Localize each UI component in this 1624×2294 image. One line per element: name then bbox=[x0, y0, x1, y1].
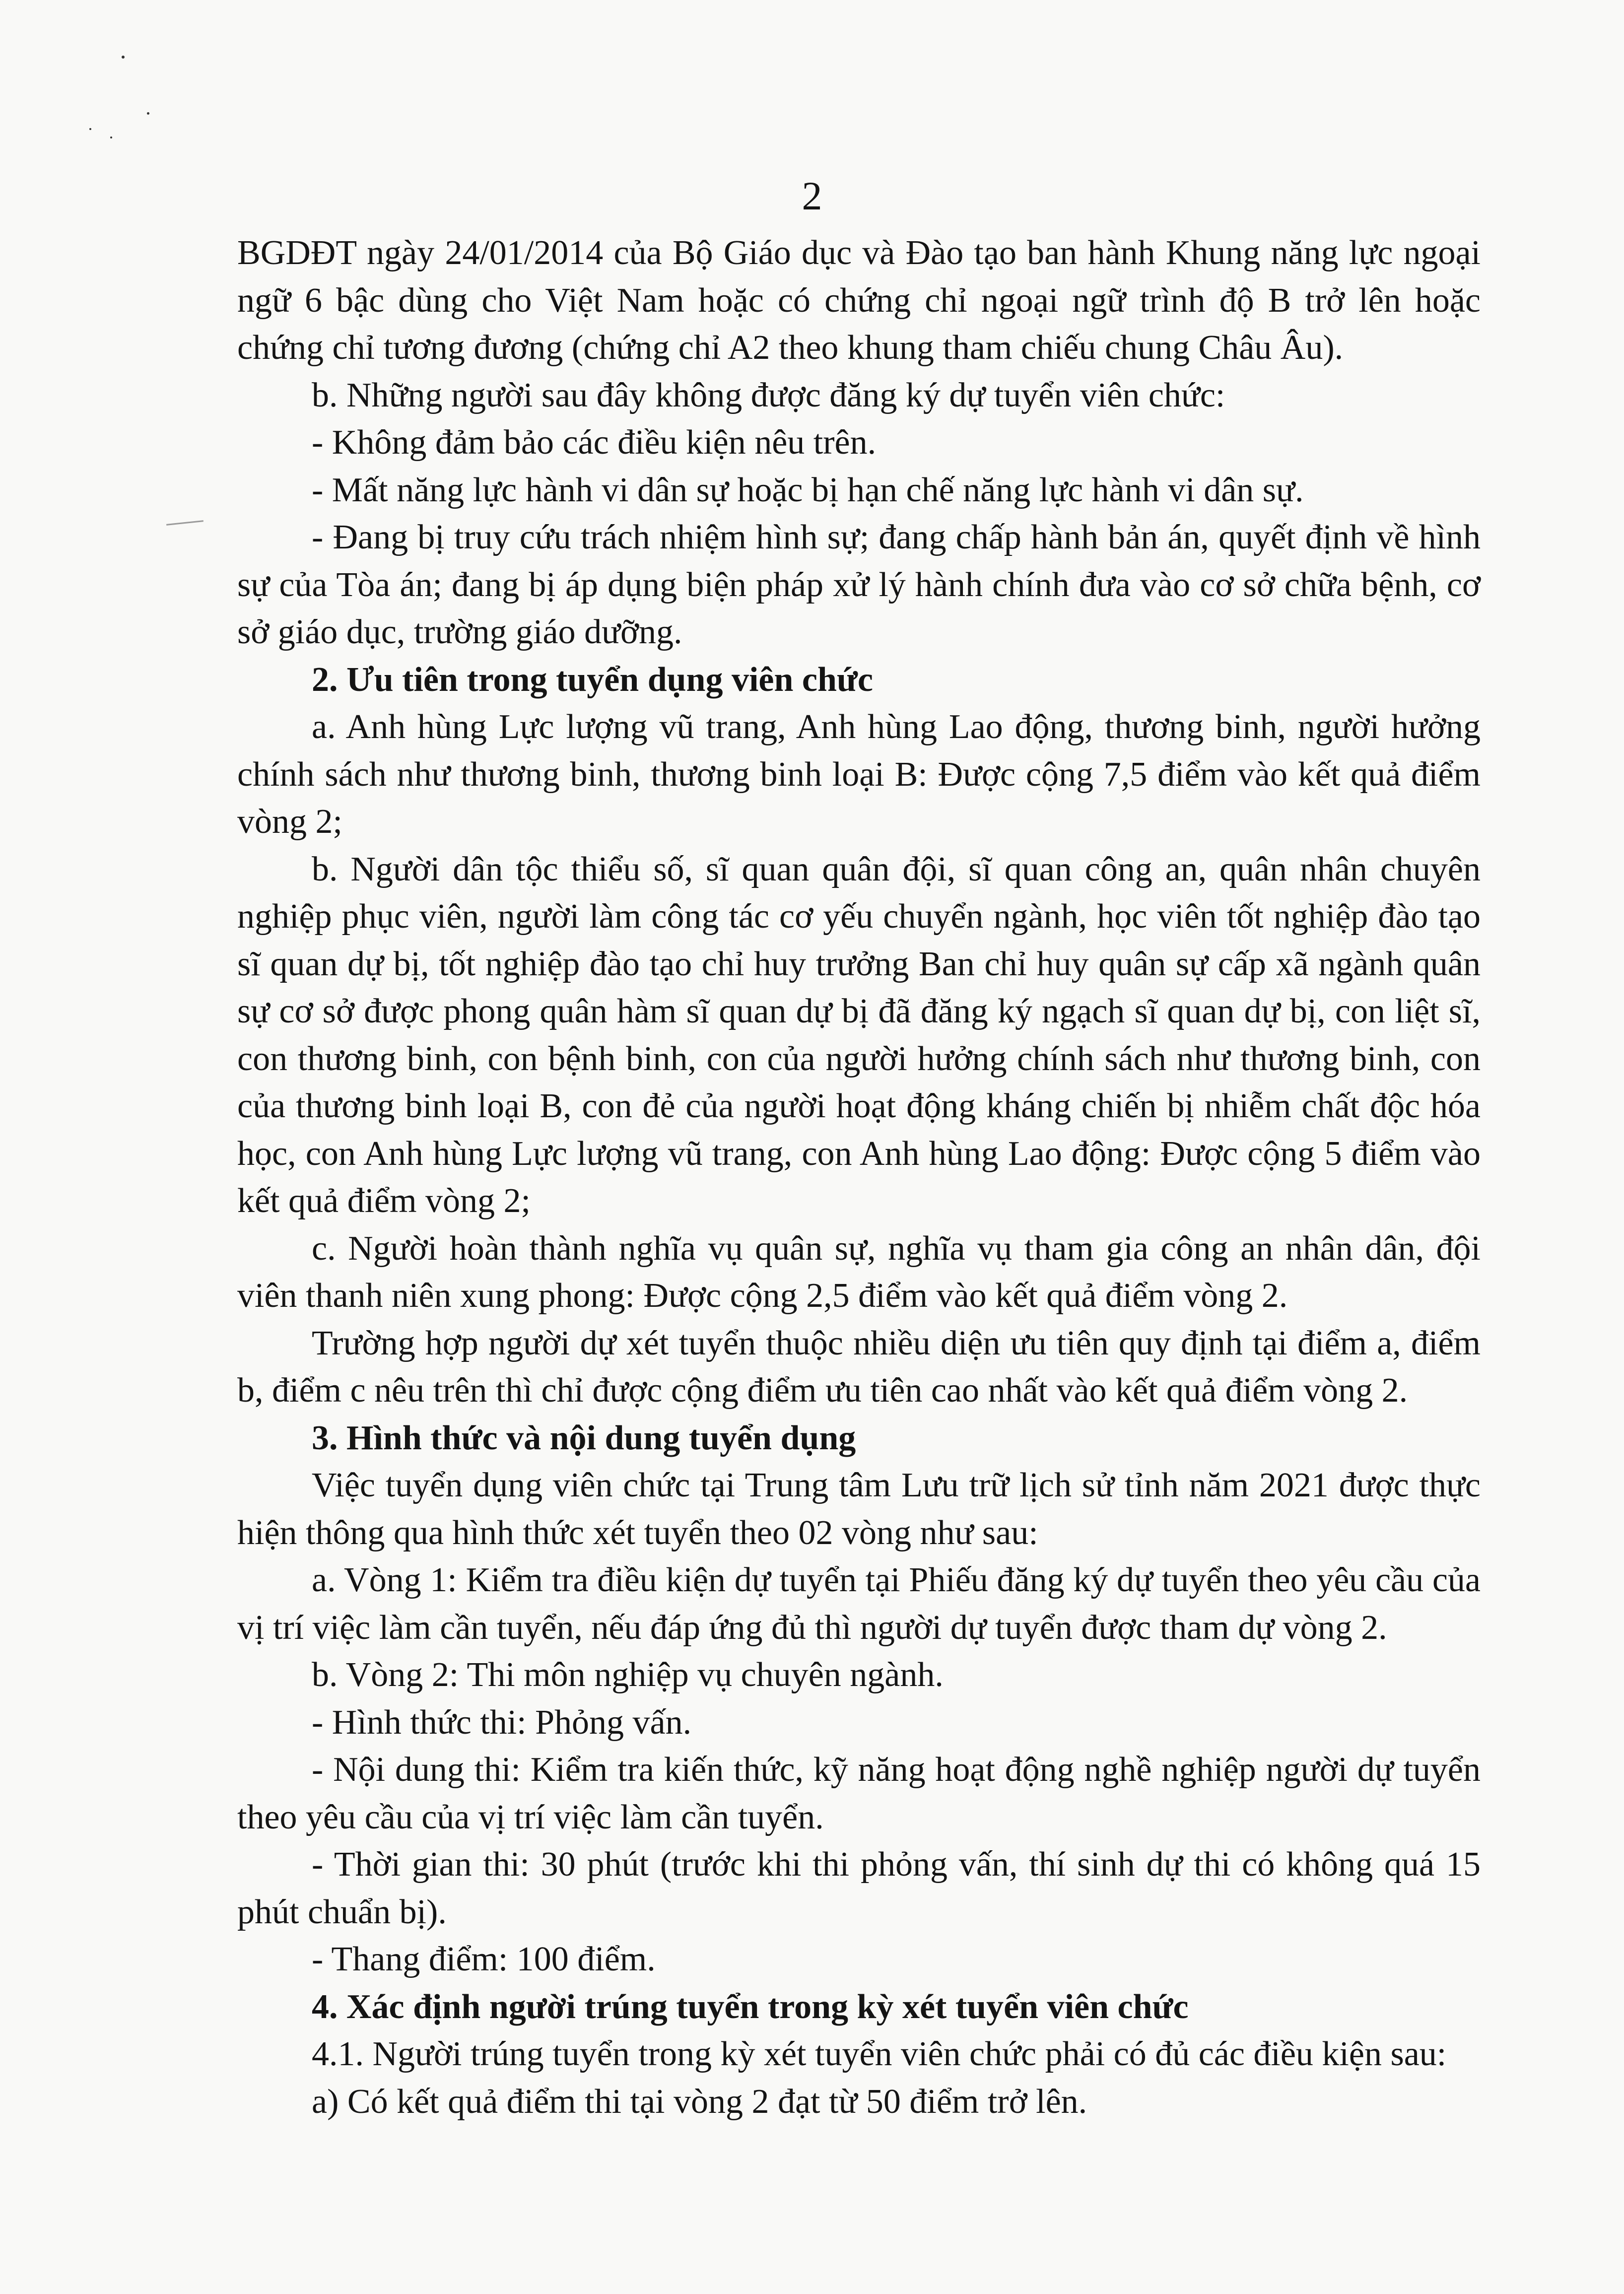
section-heading: 2. Ưu tiên trong tuyển dụng viên chức bbox=[312, 660, 874, 699]
section-heading: 3. Hình thức và nội dung tuyển dụng bbox=[312, 1418, 856, 1457]
document-body bbox=[237, 229, 1481, 2125]
paragraph: a. Vòng 1: Kiểm tra điều kiện dự tuyển tại Phiếu đăng ký dự tuyển theo yêu cầu của vị trí việc làm cần tuyển, nếu đáp ứng đủ thì người dự tuyển được tham dự vòng 2. bbox=[237, 1561, 1481, 1647]
page-number: 2 bbox=[802, 173, 822, 218]
paragraph: Việc tuyển dụng viên chức tại Trung tâm Lưu trữ lịch sử tỉnh năm 2021 được thực hiện thông qua hình thức xét tuyển theo 02 vòng như sau: bbox=[237, 1466, 1481, 1552]
scan-speck bbox=[89, 128, 91, 130]
paragraph: b. Những người sau đây không được đăng ký dự tuyển viên chức: bbox=[312, 376, 1225, 414]
paragraph: - Nội dung thi: Kiểm tra kiến thức, kỹ năng hoạt động nghề nghiệp người dự tuyển theo yêu cầu của vị trí việc làm cần tuyển. bbox=[237, 1751, 1481, 1836]
paragraph: - Hình thức thi: Phỏng vấn. bbox=[312, 1703, 692, 1742]
scan-mark bbox=[166, 520, 203, 526]
paragraph: - Không đảm bảo các điều kiện nêu trên. bbox=[312, 423, 877, 462]
paragraph: Trường hợp người dự xét tuyển thuộc nhiều diện ưu tiên quy định tại điểm a, điểm b, điểm c nêu trên thì chỉ được cộng điểm ưu tiên cao nhất vào kết quả điểm vòng 2. bbox=[237, 1324, 1481, 1410]
paragraph: - Mất năng lực hành vi dân sự hoặc bị hạn chế năng lực hành vi dân sự. bbox=[312, 471, 1304, 509]
paragraph: - Thời gian thi: 30 phút (trước khi thi phỏng vấn, thí sinh dự thi có không quá 15 phút chuẩn bị). bbox=[237, 1845, 1481, 1931]
paragraph: c. Người hoàn thành nghĩa vụ quân sự, nghĩa vụ tham gia công an nhân dân, đội viên thanh niên xung phong: Được cộng 2,5 điểm vào kết quả điểm vòng 2. bbox=[237, 1229, 1481, 1315]
paragraph: a. Anh hùng Lực lượng vũ trang, Anh hùng Lao động, thương binh, người hưởng chính sách như thương binh, thương binh loại B: Được cộng 7,5 điểm vào kết quả điểm vòng 2; bbox=[237, 708, 1481, 841]
section-heading: 4. Xác định người trúng tuyển trong kỳ xét tuyển viên chức bbox=[312, 1987, 1189, 2026]
paragraph: BGDĐT ngày 24/01/2014 của Bộ Giáo dục và Đào tạo ban hành Khung năng lực ngoại ngữ 6 bậc dùng cho Việt Nam hoặc có chứng chỉ ngoại ngữ trình độ B trở lên hoặc chứng chỉ tương đương (chứng chỉ A2 theo khung tham chiếu chung Châu Âu). bbox=[237, 234, 1481, 367]
paragraph: a) Có kết quả điểm thi tại vòng 2 đạt từ 50 điểm trở lên. bbox=[312, 2082, 1087, 2121]
scan-speck bbox=[147, 112, 149, 115]
paragraph: - Thang điểm: 100 điểm. bbox=[312, 1940, 656, 1978]
paragraph: b. Người dân tộc thiểu số, sĩ quan quân đội, sĩ quan công an, quân nhân chuyên nghiệp phục viên, người làm công tác cơ yếu chuyển ngành, học viên tốt nghiệp đào tạo sĩ quan dự bị, tốt nghiệp đào tạo chỉ huy trưởng Ban chỉ huy quân sự cấp xã ngành quân sự cơ sở được phong quân hàm sĩ quan dự bị đã đăng ký ngạch sĩ quan dự bị, con liệt sĩ, con thương binh, con bệnh binh, con của người hưởng chính sách như thương binh, con của thương binh loại B, con đẻ của người hoạt động kháng chiến bị nhiễm chất độc hóa học, con Anh hùng Lực lượng vũ trang, con Anh hùng Lao động: Được cộng 5 điểm vào kết quả điểm vòng 2; bbox=[237, 850, 1481, 1220]
scan-speck bbox=[110, 136, 112, 138]
paragraph: - Đang bị truy cứu trách nhiệm hình sự; đang chấp hành bản án, quyết định về hình sự của Tòa án; đang bị áp dụng biện pháp xử lý hành chính đưa vào cơ sở chữa bệnh, cơ sở giáo dục, trường giáo dưỡng. bbox=[237, 518, 1481, 651]
scan-speck bbox=[122, 56, 125, 59]
paragraph: 4.1. Người trúng tuyển trong kỳ xét tuyển viên chức phải có đủ các điều kiện sau: bbox=[312, 2035, 1447, 2073]
paragraph: b. Vòng 2: Thi môn nghiệp vụ chuyên ngành. bbox=[312, 1656, 944, 1694]
